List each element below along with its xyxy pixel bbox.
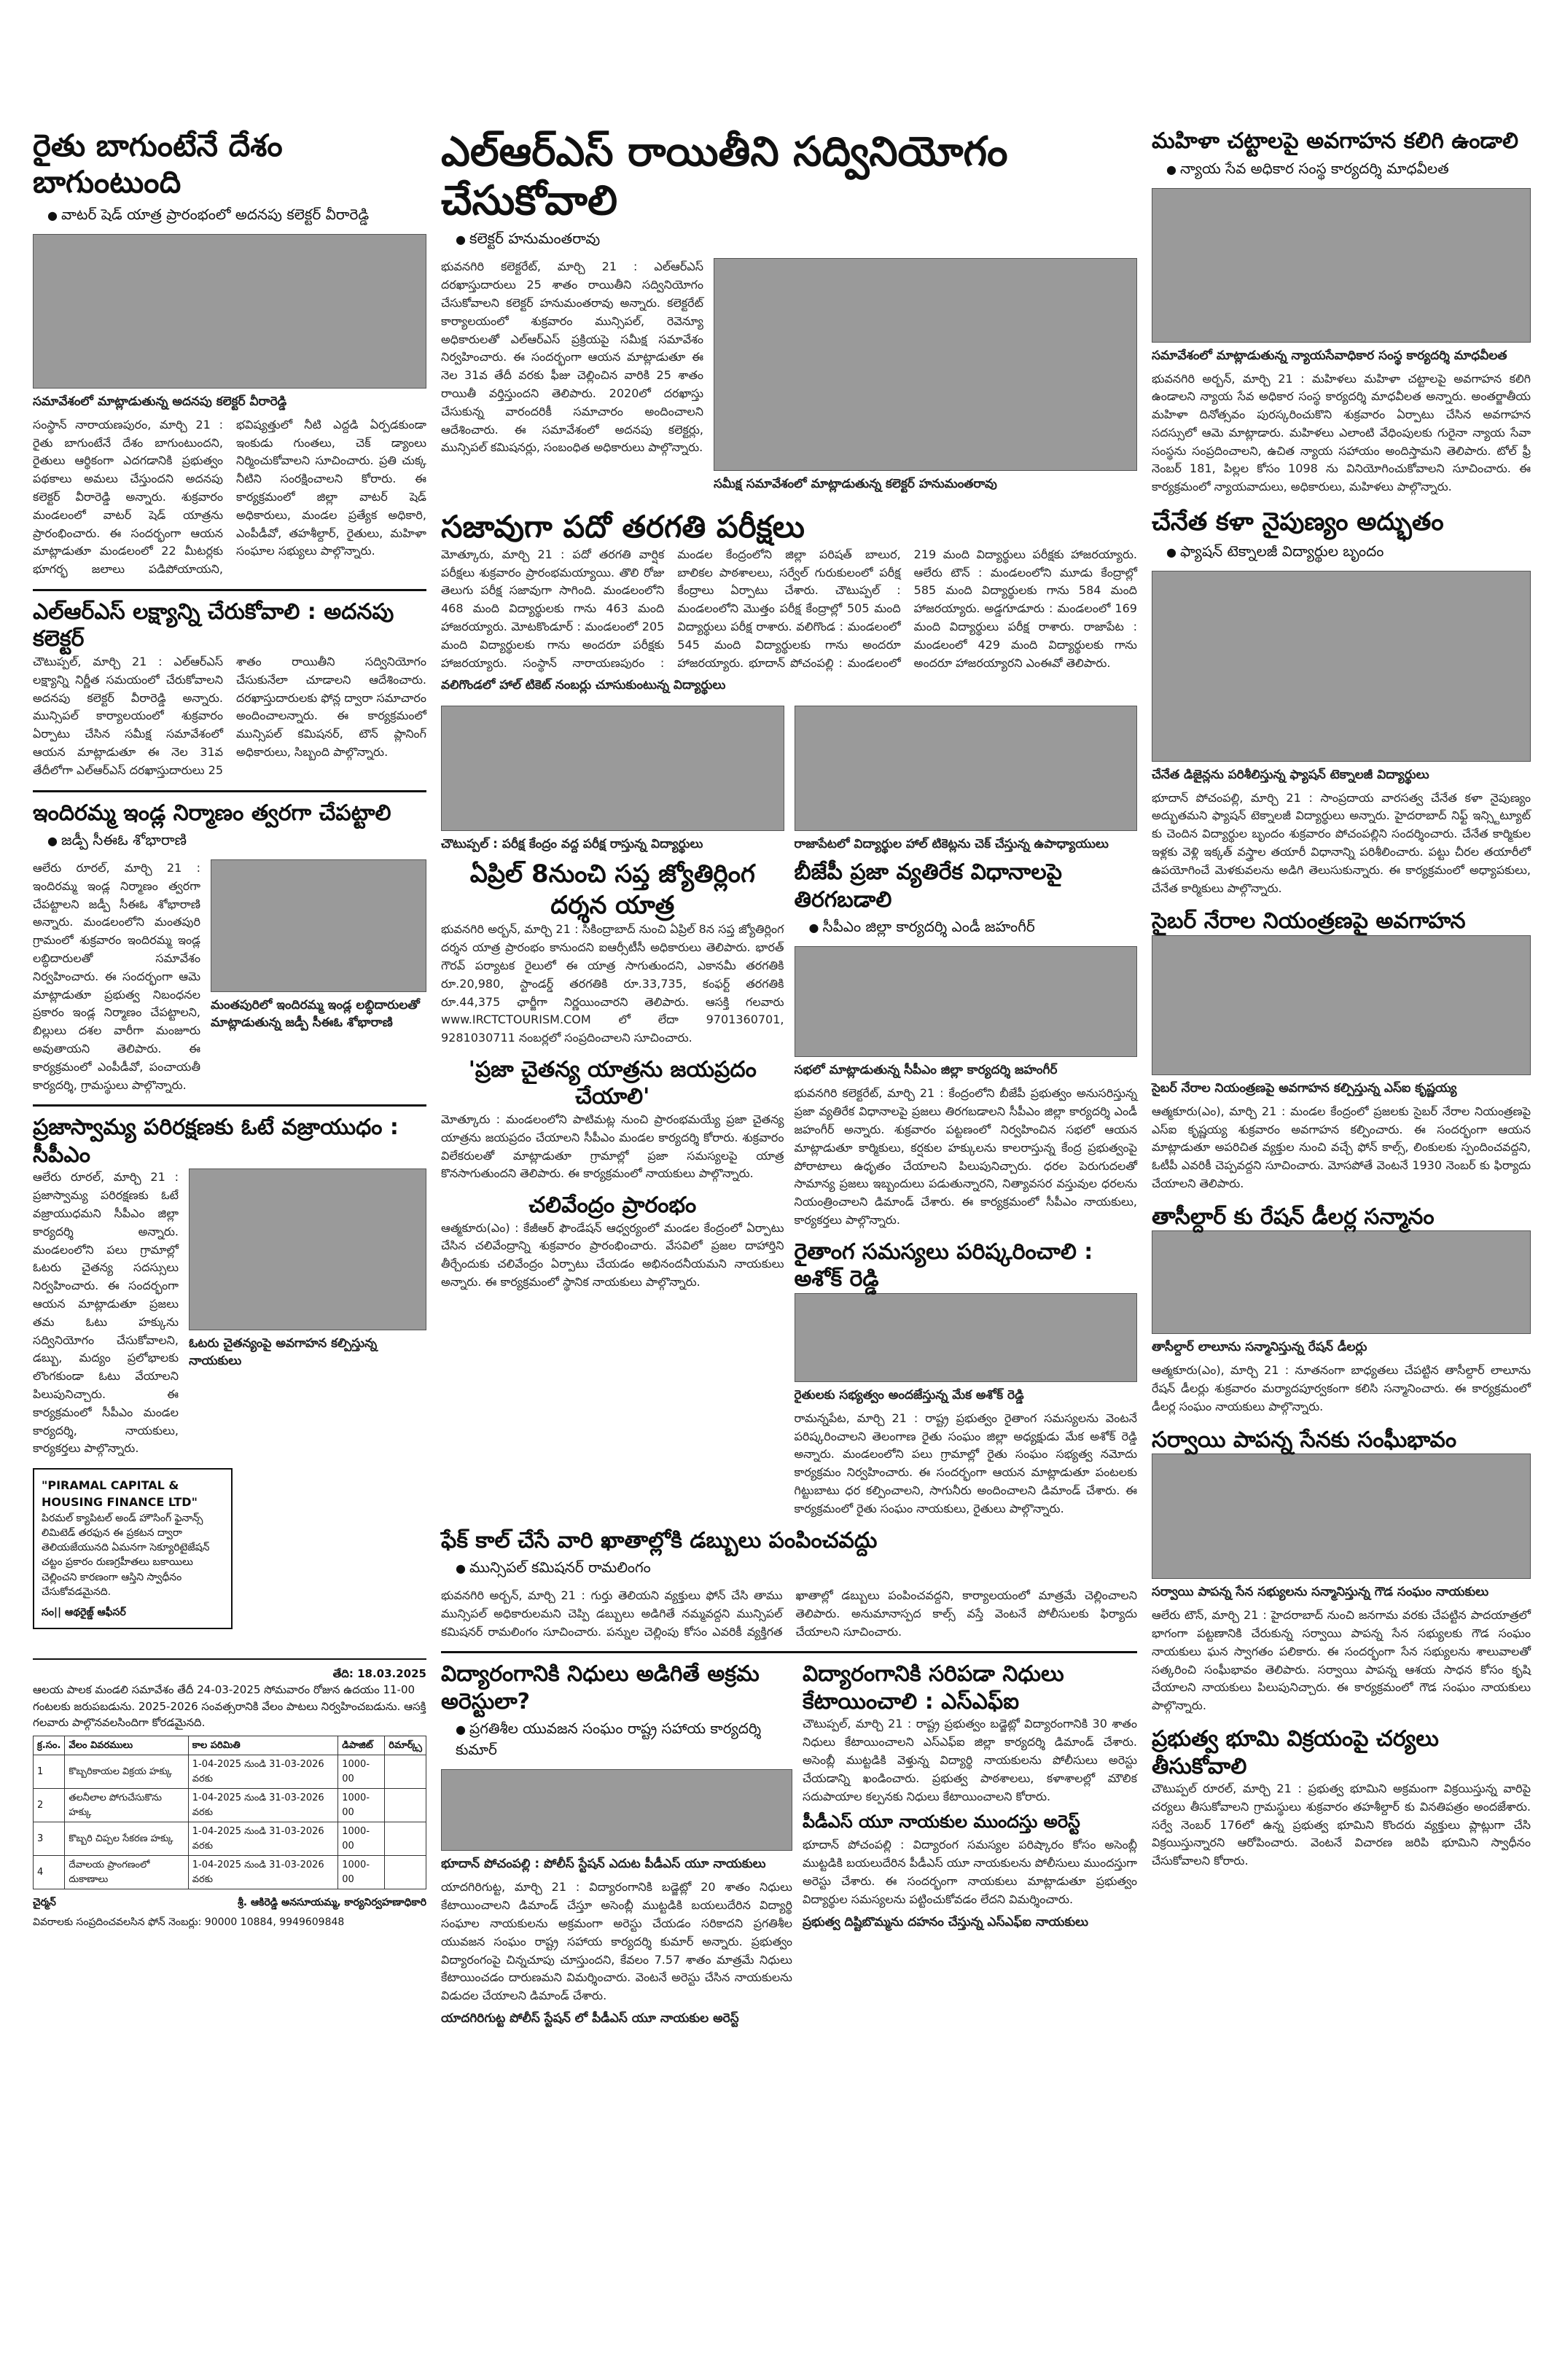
- table-cell: [385, 1856, 426, 1889]
- article-body: ఆలేరు రూరల్, మార్చి 21 : ప్రజాస్వామ్య పరిరక్షణకు ఓటే వజ్రాయుధమని సీపీఎం జిల్లా కార్యదర్శి అన్నారు. మండలంలోని పలు గ్రామాల్లో ఓటరు చైతన్య సదస్సులు నిర్వహించారు. ఈ సందర్భంగా ఆయన మాట్లాడుతూ ప్రజలు తమ ఓటు హక్కును సద్వినియోగం చేసుకోవాలని, డబ్బు, మద్యం ప్రలోభాలకు లొంగకుండా ఓటు వేయాలని పిలుపునిచ్చారు. ఈ కార్యక్రమంలో సీపీఎం మండల కార్యదర్శి, నాయకులు, కార్యకర్తలు పాల్గొన్నారు.: [33, 1170, 179, 1456]
- headline: రైతాంగ సమస్యలు పరిష్కరించాలి : అశోక్ రెడ్డి: [794, 1238, 1093, 1292]
- article-body: చౌటుప్పల్, మార్చి 21 : ఎల్ఆర్ఎస్ లక్ష్యాన్ని నిర్ణీత సమయంలో చేరుకోవాలని అదనపు కలెక్టర్ వీరారెడ్డి అన్నారు. మున్సిపల్ కార్యాలయంలో శుక్రవారం ఏర్పాటు చేసిన సమీక్ష సమావేశంలో ఆయన మాట్లాడుతూ ఈ నెల 31వ తేదీలోగా ఎల్ఆర్ఎస్ దరఖాస్తుదారులు 25 శాతం రాయితీని సద్వినియోగం చేసుకునేలా చూడాలని ఆదేశించారు. దరఖాస్తుదారులకు ఫోన్ల ద్వారా సమాచారం అందించాలన్నారు. ఈ కార్యక్రమంలో మున్సిపల్ కమిషనర్, టౌన్ ప్లానింగ్ అధికారులు, సిబ్బంది పాల్గొన్నారు.: [33, 654, 426, 777]
- headline: రైతు బాగుంటేనే దేశం బాగుంటుంది: [33, 128, 283, 200]
- article-lrs-target: [33, 598, 426, 780]
- news-photo: [1152, 1230, 1531, 1334]
- notice-date: తేది: 18.03.2025: [332, 1666, 426, 1680]
- table-cell: 1000-00: [338, 1755, 385, 1789]
- subheadline: ● జడ్పీ సీఈఓ శోభారాణి: [47, 831, 426, 852]
- article-body: యాదగిరిగుట్ట, మార్చి 21 : విద్యారంగానికి బడ్జెట్లో 20 శాతం నిధులు కేటాయించాలని డిమాండ్ చేస్తూ అసెంబ్లీ ముట్టడికి బయలుదేరిన విద్యార్థి సంఘాల నాయకులను అక్రమంగా అరెస్టు చేయడం సరికాదని ప్రగతిశీల యువజన సంఘం రాష్ట్ర సహాయ కార్యదర్శి కుమార్ అన్నారు. ప్రభుత్వం విద్యారంగంపై చిన్నచూపు చూస్తుందని, కేవలం 7.57 శాతం మాత్రమే నిధులు కేటాయించడం దారుణమని విమర్శించారు. వెంటనే అరెస్టు చేసిన నాయకులను విడుదల చేయాలని డిమాండ్ చేశారు.: [441, 1880, 792, 2003]
- article-women-laws: [1152, 128, 1531, 496]
- photo-caption: సభలో మాట్లాడుతున్న సీపీఎం జిల్లా కార్యదర్శి జహంగీర్: [794, 1063, 1058, 1078]
- article-body: చౌటుప్పల్, మార్చి 21 : రాష్ట్ర ప్రభుత్వం బడ్జెట్లో విద్యారంగానికి 30 శాతం నిధులు కేటాయించాలని ఎస్ఎఫ్ఐ జిల్లా కార్యదర్శి డిమాండ్ చేశారు. అసెంబ్లీ ముట్టడికి వెళ్తున్న విద్యార్థి నాయకులను పోలీసులు అరెస్టు చేయడాన్ని ఖండించారు. ప్రభుత్వ పాఠశాలలు, కళాశాలల్లో మౌలిక సదుపాయాల కల్పనకు నిధులు కేటాయించాలని కోరారు.: [802, 1717, 1137, 1803]
- photo-caption: రైతులకు సభ్యత్వం అందజేస్తున్న మేక అశోక్ రెడ్డి: [794, 1387, 1024, 1402]
- table-cell: 1000-00: [338, 1789, 385, 1822]
- article-body: ఆలేరు రూరల్, మార్చి 21 : ఇందిరమ్మ ఇండ్ల నిర్మాణం త్వరగా చేపట్టాలని జడ్పీ సీఈఓ శోభారాణి అన్నారు. మండలంలోని మంతపురి గ్రామంలో శుక్రవారం ఇందిరమ్మ ఇండ్ల లబ్ధిదారులతో సమావేశం నిర్వహించారు. ఈ సందర్భంగా ఆమె మాట్లాడుతూ ప్రభుత్వ నిబంధనల ప్రకారం ఇండ్ల నిర్మాణం చేపట్టాలని, బిల్లులు దశల వారీగా మంజూరు అవుతాయని తెలిపారు. ఈ కార్యక్రమంలో ఎంపీడీవో, పంచాయతీ కార్యదర్శి, గ్రామస్థులు పాల్గొన్నారు.: [33, 861, 200, 1092]
- subheadline: ● మున్సిపల్ కమిషనర్ రామలింగం: [456, 1558, 1137, 1580]
- lead-headline: ఎల్ఆర్ఎస్ రాయితీని సద్వినియోగం చేసుకోవాలి: [441, 128, 1008, 225]
- photo-caption: భూదాన్ పోచంపల్లి : పోలీస్ స్టేషన్ ఎదుట పీడీఎస్ యూ నాయకులు: [441, 1857, 766, 1872]
- headline: సజావుగా పదో తరగతి పరీక్షలు: [441, 509, 805, 545]
- table-cell: [385, 1789, 426, 1822]
- article-body: సంస్థాన్ నారాయణపురం, మార్చి 21 : రైతు బాగుంటేనే దేశం బాగుంటుందని, రైతులు ఆర్థికంగా ఎదగడానికి ప్రభుత్వం పథకాలు అమలు చేస్తుందని అదనపు కలెక్టర్ వీరారెడ్డి అన్నారు. శుక్రవారం మండలంలో వాటర్ షెడ్ యాత్రను ప్రారంభించారు. ఈ సందర్భంగా ఆయన మాట్లాడుతూ మండలంలో 22 మీటర్లకు భూగర్భ జలాలు పడిపోయాయని, భవిష్యత్తులో నీటి ఎద్దడి ఏర్పడకుండా ఇంకుడు గుంతలు, చెక్ డ్యాంలు నిర్మించుకోవాలని సూచించారు. ప్రతి చుక్క నీటిని సంరక్షించాలని కోరారు. ఈ కార్యక్రమంలో జిల్లా వాటర్ షెడ్ అధికారులు, మండల ప్రత్యేక అధికారి, ఎంపీడీవో, తహశీల్దార్, రైతులు, మహిళా సంఘాల సభ్యులు పాల్గొన్నారు.: [33, 417, 426, 577]
- table-cell: 1-04-2025 నుండి 31-03-2026 వరకు: [188, 1856, 337, 1889]
- news-photo: [441, 1769, 792, 1851]
- news-photo: [795, 946, 1138, 1057]
- table-cell: 2: [34, 1789, 65, 1822]
- article-ration-dealers: [1152, 1203, 1531, 1416]
- photo-caption: చేనేత డిజైన్లను పరిశీలిస్తున్న ఫ్యాషన్ టెక్నాలజీ విద్యార్థులు: [1152, 767, 1429, 782]
- article-lrs-lead: [441, 128, 1137, 499]
- article-body: ఆత్మకూరు(ఎం), మార్చి 21 : మండల కేంద్రంలో ప్రజలకు సైబర్ నేరాల నియంత్రణపై ఎస్ఐ కృష్ణయ్య శుక్రవారం అవగాహన కల్పించారు. ఈ సందర్భంగా ఆయన మాట్లాడుతూ అపరిచిత వ్యక్తుల నుంచి వచ్చే ఫోన్ కాల్స్, లింకులకు స్పందించవద్దని, ఓటీపీ ఎవరికీ చెప్పవద్దని సూచించారు. మోసపోతే వెంటనే 1930 నెంబర్ కు ఫిర్యాదు చేయాలని తెలిపారు.: [1152, 1104, 1531, 1191]
- news-photo: [714, 258, 1137, 471]
- divider: [33, 1104, 426, 1107]
- table-cell: 1-04-2025 నుండి 31-03-2026 వరకు: [188, 1822, 337, 1856]
- photo-caption: సమావేశంలో మాట్లాడుతున్న న్యాయసేవాధికార సంస్థ కార్యదర్శి మాధవీలత: [1152, 348, 1507, 363]
- headline: సైబర్ నేరాల నియంత్రణపై అవగాహన: [1152, 908, 1466, 935]
- column-right: [1152, 128, 1531, 1881]
- article-body: భూదాన్ పోచంపల్లి : విద్యారంగ సమస్యల పరిష్కారం కోసం అసెంబ్లీ ముట్టడికి బయలుదేరిన పీడీఎస్ యూ నాయకులను పోలీసులు ముందస్తుగా అరెస్టు చేశారు. ఈ సందర్భంగా నాయకులు మాట్లాడుతూ ప్రభుత్వం విద్యార్థుల సమస్యలను పట్టించుకోవడం లేదని విమర్శించారు.: [802, 1838, 1137, 1906]
- article-body: మోత్కూరు, మార్చి 21 : పదో తరగతి వార్షిక పరీక్షలు శుక్రవారం ప్రారంభమయ్యాయి. తొలి రోజు తెలుగు పరీక్ష సజావుగా సాగింది. మండలంలోని 468 మంది విద్యార్థులకు గాను 463 మంది హాజరయ్యారు. మోటకొండూర్ : మండలంలో 205 మంది విద్యార్థులకు గాను అందరూ పరీక్షకు హాజరయ్యారు. సంస్థాన్ నారాయణపురం : మండల కేంద్రంలోని జిల్లా పరిషత్ బాలుర, బాలికల పాఠశాలలు, సర్వేల్ గురుకులంలో పరీక్ష కేంద్రాలు ఏర్పాటు చేశారు. చౌటుప్పల్ : మండలంలోని మొత్తం పరీక్ష కేంద్రాల్లో 505 మంది విద్యార్థులు పరీక్ష రాశారు. వలిగొండ : మండలంలో 545 మంది విద్యార్థులకు గాను అందరూ హాజరయ్యారు. భూదాన్ పోచంపల్లి : మండలంలో 219 మంది విద్యార్థులు పరీక్షకు హాజరయ్యారు. ఆలేరు టౌన్ : మండలంలోని మూడు కేంద్రాల్లో 585 మంది విద్యార్థులకు గాను 584 మంది హాజరయ్యారు. అడ్డగూడూరు : మండలంలో 169 మంది విద్యార్థులు పరీక్ష రాశారు. రాజాపేట : మండలంలో 429 మంది విద్యార్థులకు గాను అందరూ హాజరయ్యారని ఎంఈవో తెలిపారు.: [441, 547, 1137, 670]
- article-education-arrests: [441, 1661, 792, 2033]
- article-body: భువనగిరి అర్బన్, మార్చి 21 : మహిళలు మహిళా చట్టాలపై అవగాహన కలిగి ఉండాలని న్యాయ సేవ అధికార సంస్థ కార్యదర్శి మాధవీలత అన్నారు. అంతర్జాతీయ మహిళా దినోత్సవం పురస్కరించుకొని శుక్రవారం ఏర్పాటు చేసిన అవగాహన సదస్సులో ఆమె మాట్లాడారు. మహిళలు ఎలాంటి వేధింపులకు గురైనా న్యాయ సేవా సంస్థను సంప్రదించాలని, ఉచిత న్యాయ సహాయం అందిస్తామని తెలిపారు. టోల్ ఫ్రీ నెంబర్ 181, పిల్లల కోసం 1098 ను వినియోగించుకోవాలని సూచించారు. ఈ కార్యక్రమంలో న్యాయవాదులు, అధికారులు, మహిళలు పాల్గొన్నారు.: [1152, 371, 1531, 494]
- subheadline: ● ప్రగతిశీల యువజన సంఘం రాష్ట్ర సహాయ కార్యదర్శి కుమార్: [456, 1720, 792, 1762]
- headline: విద్యారంగానికి సరిపడా నిధులు కేటాయించాలి : ఎస్ఎఫ్ఐ: [802, 1661, 1064, 1714]
- subheadline: ● ఫ్యాషన్ టెక్నాలజీ విద్యార్థుల బృందం: [1166, 542, 1531, 563]
- photo-caption: ఓటరు చైతన్యంపై అవగాహన కల్పిస్తున్న నాయకులు: [189, 1336, 378, 1369]
- article-jyotirlinga-yatra: [441, 859, 784, 1518]
- headline: పీడీఎస్ యూ నాయకుల ముందస్తు అరెస్ట్: [802, 1811, 1080, 1833]
- table-cell: దేవాలయ ప్రాంగణంలో దుకాణాలు: [65, 1856, 188, 1889]
- notice-body: ఆలయ పాలక మండలి సమావేశం తేదీ 24-03-2025 సోమవారం రోజున ఉదయం 11-00 గంటలకు జరుపబడును. 2025-2026 సంవత్సరానికి వేలం పాటలు నిర్వహించబడును. ఆసక్తి గలవారు పాల్గొనవలసిందిగా కోరడమైనది.: [33, 1683, 426, 1730]
- news-photo: [211, 859, 426, 992]
- news-photo: [1152, 571, 1531, 762]
- headline: 'ప్రజా చైతన్య యాత్రను జయప్రదం చేయాలి': [468, 1056, 757, 1110]
- photo-caption: సర్వాయి పాపన్న సేన సభ్యులను సన్మానిస్తున్న గౌడ సంఘం నాయకులు: [1152, 1585, 1489, 1600]
- photo-caption: ప్రభుత్వ దిష్టిబొమ్మను దహనం చేస్తున్న ఎస్ఎఫ్ఐ నాయకులు: [802, 1914, 1089, 1930]
- article-sarvai-papanna: [1152, 1427, 1531, 1715]
- article-vote-democracy: [33, 1114, 426, 1458]
- column-center: [441, 128, 1137, 2033]
- table-cell: [385, 1755, 426, 1789]
- photo-caption: చౌటుప్పల్ : పరీక్ష కేంద్రం వద్ద పరీక్ష రాస్తున్న విద్యార్థులు: [441, 837, 703, 852]
- headline: ఏప్రిల్ 8నుంచి సప్త జ్యోతిర్లింగ దర్శన యాత్ర: [469, 859, 755, 920]
- auction-table: [33, 1736, 426, 1890]
- table-cell: 1-04-2025 నుండి 31-03-2026 వరకు: [188, 1789, 337, 1822]
- contact-phones: వివరాలకు సంప్రదించవలసిన ఫోన్ నెంబర్లు: 90000 10884, 9949609848: [33, 1916, 345, 1929]
- article-tenth-exams: [441, 509, 1137, 695]
- photo-caption: యాదగిరిగుట్ట పోలీస్ స్టేషన్ లో పీడీఎస్ యూ నాయకుల అరెస్ట్: [441, 2010, 739, 2026]
- headline: ఇందిరమ్మ ఇండ్ల నిర్మాణం త్వరగా చేపట్టాలి: [33, 800, 391, 826]
- table-header: క్ర.సం.: [34, 1736, 65, 1755]
- article-body: ఆలేరు టౌన్, మార్చి 21 : హైదరాబాద్ నుంచి జనగామ వరకు చేపట్టిన పాదయాత్రలో భాగంగా పట్టణానికి చేరుకున్న సర్వాయి పాపన్న సేన సభ్యులకు గౌడ సంఘం నాయకులు ఘన స్వాగతం పలికారు. ఈ సందర్భంగా సేన సభ్యులను శాలువాలతో సత్కరించి సంఘీభావం తెలిపారు. సర్వాయి పాపన్న ఆశయ సాధన కోసం కృషి చేయాలని నాయకులు పిలుపునిచ్చారు. ఈ కార్యక్రమంలో గౌడ సంఘం నాయకులు పాల్గొన్నారు.: [1152, 1608, 1531, 1713]
- article-fake-calls: [441, 1527, 1137, 1642]
- article-body: ఆత్మకూరు(ఎం) : కేజీఆర్ ఫౌండేషన్ ఆధ్వర్యంలో మండల కేంద్రంలో ఏర్పాటు చేసిన చలివేంద్రాన్ని శుక్రవారం ప్రారంభించారు. వేసవిలో ప్రజల దాహార్తిని తీర్చేందుకు చలివేంద్రం ఏర్పాటు చేయడం అభినందనీయమని నాయకులు అన్నారు. ఈ కార్యక్రమంలో స్థానిక నాయకులు పాల్గొన్నారు.: [441, 1220, 784, 1289]
- article-body: రామన్నపేట, మార్చి 21 : రాష్ట్ర ప్రభుత్వం రైతాంగ సమస్యలను వెంటనే పరిష్కరించాలని తెలంగాణ రైతు సంఘం జిల్లా అధ్యక్షుడు మేక అశోక్ రెడ్డి అన్నారు. మండలంలోని పలు గ్రామాల్లో రైతు సంఘం సభ్యత్వ నమోదు కార్యక్రమం నిర్వహించారు. ఈ సందర్భంగా ఆయన మాట్లాడుతూ పంటలకు గిట్టుబాటు ధర కల్పించాలని, సాగునీరు అందించాలని డిమాండ్ చేశారు. ఈ కార్యక్రమంలో రైతు సంఘం నాయకులు, రైతులు పాల్గొన్నారు.: [794, 1411, 1137, 1515]
- article-cyber-crime: [1152, 908, 1531, 1193]
- divider: [33, 589, 426, 591]
- news-photo: [795, 706, 1138, 831]
- photo-caption: తాసీల్దార్ లాలూను సన్మానిస్తున్న రేషన్ డీలర్లు: [1152, 1340, 1367, 1355]
- article-body: భువనగిరి అర్బన్, మార్చి 21 : సికింద్రాబాద్ నుంచి ఏప్రిల్ 8న సప్త జ్యోతిర్లింగ దర్శన యాత్ర ప్రారంభం కానుందని ఐఆర్సీటీసీ అధికారులు తెలిపారు. భారత్ గౌరవ్ పర్యాటక రైలులో ఈ యాత్ర సాగుతుందని, ఎకానమీ తరగతికి రూ.20,980, స్టాండర్డ్ తరగతికి రూ.33,735, కంఫర్ట్ తరగతికి రూ.44,375 ఛార్జీగా నిర్ణయించారని తెలిపారు. ఆసక్తి గలవారు www.IRCTCTOURISM.COM లో లేదా 9701360701, 9281030711 నంబర్లలో సంప్రదించాలని సూచించారు.: [441, 922, 784, 1045]
- advertisement-piramal: [33, 1468, 233, 1628]
- temple-auction-notice: [33, 1658, 426, 1931]
- table-cell: 3: [34, 1822, 65, 1856]
- photo-caption: రాజాపేటలో విద్యార్థుల హాల్ టికెట్లను చెక్ చేస్తున్న ఉపాధ్యాయులు: [794, 837, 1109, 852]
- article-body: మోత్కూరు : మండలంలోని పాటిమట్ల నుంచి ప్రారంభమయ్యే ప్రజా చైతన్య యాత్రను జయప్రదం చేయాలని సీపీఎం మండల కార్యదర్శి కోరారు. శుక్రవారం విలేకరులతో మాట్లాడుతూ గ్రామాల్లో ప్రజా సమస్యలపై యాత్ర కొనసాగుతుందని తెలిపారు. ఈ కార్యక్రమంలో నాయకులు పాల్గొన్నారు.: [441, 1112, 784, 1181]
- ad-footer: సం|| ఆథరైజ్డ్ ఆఫీసర్: [42, 1607, 126, 1619]
- headline: విద్యారంగానికి నిధులు అడిగితే అక్రమ అరెస్టులా?: [441, 1661, 760, 1714]
- article-govt-land: [1152, 1725, 1531, 1870]
- news-photo: [33, 234, 426, 389]
- article-bjp-policies: [795, 859, 1138, 1518]
- table-header: వేలం వివరములు: [65, 1736, 188, 1755]
- photo-caption: వలిగొండలో హాల్ టికెట్ నంబర్లు చూసుకుంటున్న విద్యార్థులు: [441, 678, 726, 693]
- subheadline: ● సీపీఎం జిల్లా కార్యదర్శి ఎండీ జహంగీర్: [809, 918, 1138, 939]
- news-photo: [1152, 1454, 1531, 1579]
- photo-caption: సమీక్ష సమావేశంలో మాట్లాడుతున్న కలెక్టర్ హనుమంతరావు: [714, 477, 997, 492]
- table-cell: కొబ్బరికాయల విక్రయ హక్కు: [65, 1755, 188, 1789]
- table-cell: [385, 1822, 426, 1856]
- headline: మహిళా చట్టాలపై అవగాహన కలిగి ఉండాలి: [1152, 128, 1518, 154]
- subheadline: ● న్యాయ సేవ అధికార సంస్థ కార్యదర్శి మాధవీలత: [1166, 160, 1531, 181]
- headline: చలివేంద్రం ప్రారంభం: [528, 1193, 697, 1219]
- table-cell: 1-04-2025 నుండి 31-03-2026 వరకు: [188, 1755, 337, 1789]
- news-photo: [189, 1168, 426, 1330]
- article-indiramma-houses: [33, 800, 426, 1095]
- signature-right: శ్రీ. ఆకిరెడ్డి అనసూయమ్మ, కార్యనిర్వహణాధికారి: [238, 1897, 426, 1909]
- table-cell: 1000-00: [338, 1822, 385, 1856]
- photo-caption: మంతపురిలో ఇందిరమ్మ ఇండ్ల లబ్ధిదారులతో మాట్లాడుతున్న జడ్పీ సీఈఓ శోభారాణి: [211, 998, 420, 1031]
- table-row: [34, 1856, 426, 1889]
- article-body: భువనగిరి కలెక్టరేట్, మార్చి 21 : ఎల్ఆర్ఎస్ దరఖాస్తుదారులు 25 శాతం రాయితీని సద్వినియోగం చేసుకోవాలని కలెక్టర్ హనుమంతరావు అన్నారు. కలెక్టరేట్ కార్యాలయంలో శుక్రవారం మున్సిపల్, రెవెన్యూ అధికారులతో ఎల్ఆర్ఎస్ ప్రక్రియపై సమీక్ష సమావేశం నిర్వహించారు. ఈ సందర్భంగా ఆయన మాట్లాడుతూ ఈ నెల 31వ తేదీ వరకు ఫీజు చెల్లించిన వారికి 25 శాతం రాయితీ వర్తిస్తుందని తెలిపారు. 2020లో దరఖాస్తు చేసుకున్న వారందరికీ సమాచారం అందించాలని ఆదేశించారు. ఈ సమావేశంలో అదనపు కలెక్టర్లు, మున్సిపల్ కమిషనర్లు, సంబంధిత అధికారులు పాల్గొన్నారు.: [441, 260, 703, 455]
- article-body: భువనగిరి అర్బన్, మార్చి 21 : గుర్తు తెలియని వ్యక్తులు ఫోన్ చేసి తాము మున్సిపల్ అధికారులమని చెప్పి డబ్బులు అడిగితే నమ్మవద్దని మున్సిపల్ కమిషనర్ రామలింగం సూచించారు. పన్నుల చెల్లింపు కోసం ఎవరికీ వ్యక్తిగత ఖాతాల్లో డబ్బులు పంపించవద్దని, కార్యాలయంలో మాత్రమే చెల్లించాలని తెలిపారు. అనుమానాస్పద కాల్స్ వస్తే వెంటనే పోలీసులకు ఫిర్యాదు చేయాలని సూచించారు.: [441, 1588, 1137, 1639]
- table-cell: తలనీలాల పోగుచేసుకొను హక్కు: [65, 1789, 188, 1822]
- article-body: చౌటుప్పల్ రూరల్, మార్చి 21 : ప్రభుత్వ భూమిని అక్రమంగా విక్రయిస్తున్న వారిపై చర్యలు తీసుకోవాలని గ్రామస్థులు శుక్రవారం తహశీల్దార్ కు వినతిపత్రం అందజేశారు. సర్వే నెంబర్ 176లో ఉన్న ప్రభుత్వ భూమిని కొందరు వ్యక్తులు ప్లాట్లుగా చేసి విక్రయిస్తున్నారని ఆరోపించారు. వెంటనే విచారణ జరిపి భూమిని స్వాధీనం చేసుకోవాలని కోరారు.: [1152, 1782, 1531, 1868]
- article-handloom: [1152, 507, 1531, 897]
- headline: ప్రజాస్వామ్య పరిరక్షణకు ఓటే వజ్రాయుధం : సీపీఎం: [33, 1115, 399, 1168]
- article-sfi-funds: [803, 1661, 1137, 2033]
- headline: తాసీల్దార్ కు రేషన్ డీలర్ల సన్మానం: [1152, 1203, 1435, 1230]
- table-cell: 1000-00: [338, 1856, 385, 1889]
- headline: బీజేపీ ప్రజా వ్యతిరేక విధానాలపై తిరగబడాలి: [794, 859, 1062, 913]
- news-photo: [1152, 188, 1531, 343]
- photo-caption: సైబర్ నేరాల నియంత్రణపై అవగాహన కల్పిస్తున్న ఎస్ఐ కృష్ణయ్య: [1152, 1080, 1457, 1096]
- headline: ప్రభుత్వ భూమి విక్రయంపై చర్యలు తీసుకోవాలి: [1152, 1726, 1439, 1779]
- headline: చేనేత కళా నైపుణ్యం అద్భుతం: [1152, 507, 1444, 537]
- ad-body: పిరమల్ క్యాపిటల్ అండ్ హౌసింగ్ ఫైనాన్స్ లిమిటెడ్ తరఫున ఈ ప్రకటన ద్వారా తెలియజేయునది ఏమనగా సెక్యూరిటైజేషన్ చట్టం ప్రకారం రుణగ్రహీతలు బకాయిలు చెల్లించని కారణంగా ఆస్తిని స్వాధీనం చేసుకోవడమైనది.: [42, 1512, 210, 1598]
- article-body: భువనగిరి కలెక్టరేట్, మార్చి 21 : కేంద్రంలోని బీజేపీ ప్రభుత్వం అనుసరిస్తున్న ప్రజా వ్యతిరేక విధానాలపై ప్రజలు తిరగబడాలని సీపీఎం జిల్లా కార్యదర్శి ఎండీ జహంగీర్ అన్నారు. శుక్రవారం పట్టణంలో నిర్వహించిన సభలో ఆయన మాట్లాడుతూ కార్మికులు, కర్షకుల హక్కులను కాలరాస్తున్న కేంద్ర ప్రభుత్వంపై పోరాటాలు ఉధృతం చేయాలని పిలుపునిచ్చారు. ధరల పెరుగుదలతో సామాన్య ప్రజలు ఇబ్బందులు పడుతున్నారని, నిత్యావసర వస్తువుల ధరలను నియంత్రించాలని డిమాండ్ చేశారు. ఈ కార్యక్రమంలో సీపీఎం నాయకులు, కార్యకర్తలు పాల్గొన్నారు.: [794, 1086, 1137, 1227]
- article-fake-call-placeholder: [243, 1468, 426, 1628]
- table-cell: కొబ్బరి చిప్పల సేకరణ హక్కు: [65, 1822, 188, 1856]
- column-left: [33, 128, 426, 1930]
- subheadline: ● వాటర్ షెడ్ యాత్ర ప్రారంభంలో అదనపు కలెక్టర్ వీరారెడ్డి: [47, 206, 426, 227]
- table-row: [34, 1789, 426, 1822]
- table-row: [34, 1822, 426, 1856]
- news-photo: [441, 706, 784, 831]
- news-photo: [795, 1293, 1138, 1382]
- divider: [33, 790, 426, 792]
- news-photo: [1152, 935, 1531, 1075]
- table-cell: 4: [34, 1856, 65, 1889]
- photo-caption: సమావేశంలో మాట్లాడుతున్న అదనపు కలెక్టర్ వీరారెడ్డి: [33, 394, 287, 409]
- headline: ఎల్ఆర్ఎస్ లక్ష్యాన్ని చేరుకోవాలి : అదనపు కలెక్టర్: [33, 598, 394, 652]
- divider: [441, 1651, 1137, 1653]
- table-header: డిపాజిట్: [338, 1736, 385, 1755]
- headline: సర్వాయి పాపన్న సేనకు సంఘీభావం: [1152, 1427, 1457, 1453]
- table-header: కాల పరిమితి: [188, 1736, 337, 1755]
- article-body: ఆత్మకూరు(ఎం), మార్చి 21 : నూతనంగా బాధ్యతలు చేపట్టిన తాసీల్దార్ లాలూను రేషన్ డీలర్లు శుక్రవారం మర్యాదపూర్వకంగా కలిసి సన్మానించారు. ఈ కార్యక్రమంలో డీలర్ల సంఘం నాయకులు పాల్గొన్నారు.: [1152, 1363, 1531, 1413]
- headline: ఫేక్ కాల్ చేసే వారి ఖాతాల్లోకి డబ్బులు పంపించవద్దు: [441, 1527, 878, 1553]
- signature-left: చైర్మన్: [33, 1897, 56, 1909]
- subheadline: ● కలెక్టర్ హనుమంతరావు: [456, 230, 1137, 251]
- table-cell: 1: [34, 1755, 65, 1789]
- article-body: భూదాన్ పోచంపల్లి, మార్చి 21 : సాంప్రదాయ వారసత్వ చేనేత కళా నైపుణ్యం అద్భుతమని ఫ్యాషన్ టెక్నాలజీ విద్యార్థులు అన్నారు. హైదరాబాద్ నిఫ్ట్ ఇన్స్టిట్యూట్ కు చెందిన విద్యార్థుల బృందం శుక్రవారం పోచంపల్లిని సందర్శించారు. చేనేత కార్మికుల ఇళ్లకు వెళ్లి ఇక్కత్ వస్త్రాల తయారీ విధానాన్ని పరిశీలించారు. పట్టు చీరల తయారీలో ఉపయోగించే మెళకువలను అడిగి తెలుసుకున్నారు. ఈ కార్యక్రమంలో అధ్యాపకులు, చేనేత కార్మికులు పాల్గొన్నారు.: [1152, 790, 1531, 895]
- table-row: [34, 1755, 426, 1789]
- table-header-row: [34, 1736, 426, 1755]
- ad-title: "PIRAMAL CAPITAL & HOUSING FINANCE LTD": [42, 1478, 198, 1510]
- table-header: రిమార్క్స్: [385, 1736, 426, 1755]
- article-farmers-country: [33, 128, 426, 579]
